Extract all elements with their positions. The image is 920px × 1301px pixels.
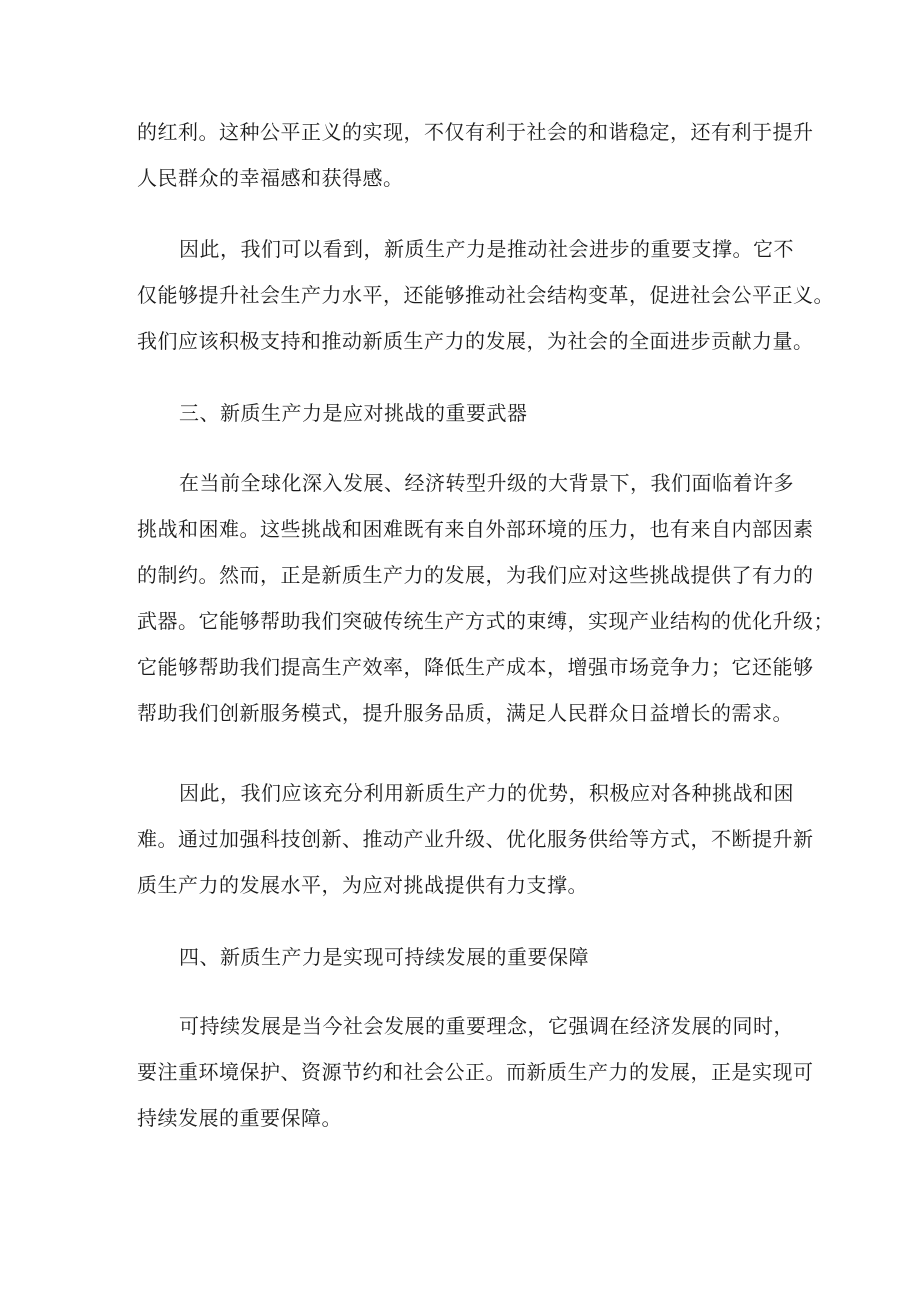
paragraph-line: 因此，我们可以看到，新质生产力是推动社会进步的重要支撑。它不	[179, 237, 794, 261]
paragraph-line: 在当前全球化深入发展、经济转型升级的大背景下，我们面临着许多	[179, 471, 794, 495]
section-heading-text: 四、新质生产力是实现可持续发展的重要保障	[179, 945, 589, 969]
paragraph-line: 的红利。这种公平正义的实现，不仅有利于社会的和谐稳定，还有利于提升	[137, 120, 814, 144]
section-heading	[137, 390, 787, 436]
paragraph-line: 持续发展的重要保障。	[137, 1106, 342, 1130]
paragraph-line: 我们应该积极支持和推动新质生产力的发展，为社会的全面进步贡献力量。	[137, 329, 814, 353]
paragraph-line: 挑战和困难。这些挑战和困难既有来自外部环境的压力，也有来自内部因素	[137, 517, 814, 541]
paragraph-line: 可持续发展是当今社会发展的重要理念，它强调在经济发展的同时，	[179, 1014, 794, 1038]
paragraph-line: 仅能够提升社会生产力水平，还能够推动社会结构变革，促进社会公平正义。	[137, 283, 834, 307]
body-paragraph	[137, 226, 834, 364]
body-paragraph	[137, 109, 814, 201]
paragraph-line: 难。通过加强科技创新、推动产业升级、优化服务供给等方式，不断提升新	[137, 827, 814, 851]
body-paragraph	[137, 460, 834, 736]
paragraph-line: 武器。它能够帮助我们突破传统生产方式的束缚，实现产业结构的优化升级；	[137, 609, 834, 633]
paragraph-line: 帮助我们创新服务模式，提升服务品质，满足人民群众日益增长的需求。	[137, 701, 793, 725]
section-heading	[137, 934, 787, 980]
paragraph-line: 的制约。然而，正是新质生产力的发展，为我们应对这些挑战提供了有力的	[137, 563, 814, 587]
paragraph-line: 人民群众的幸福感和获得感。	[137, 166, 404, 190]
paragraph-line: 因此，我们应该充分利用新质生产力的优势，积极应对各种挑战和困	[179, 781, 794, 805]
paragraph-line: 质生产力的发展水平，为应对挑战提供有力支撑。	[137, 873, 588, 897]
body-paragraph	[137, 770, 814, 908]
paragraph-line: 它能够帮助我们提高生产效率，降低生产成本，增强市场竞争力；它还能够	[137, 655, 814, 679]
body-paragraph	[137, 1003, 814, 1141]
paragraph-line: 要注重环境保护、资源节约和社会公正。而新质生产力的发展，正是实现可	[137, 1060, 814, 1084]
section-heading-text: 三、新质生产力是应对挑战的重要武器	[179, 401, 528, 425]
